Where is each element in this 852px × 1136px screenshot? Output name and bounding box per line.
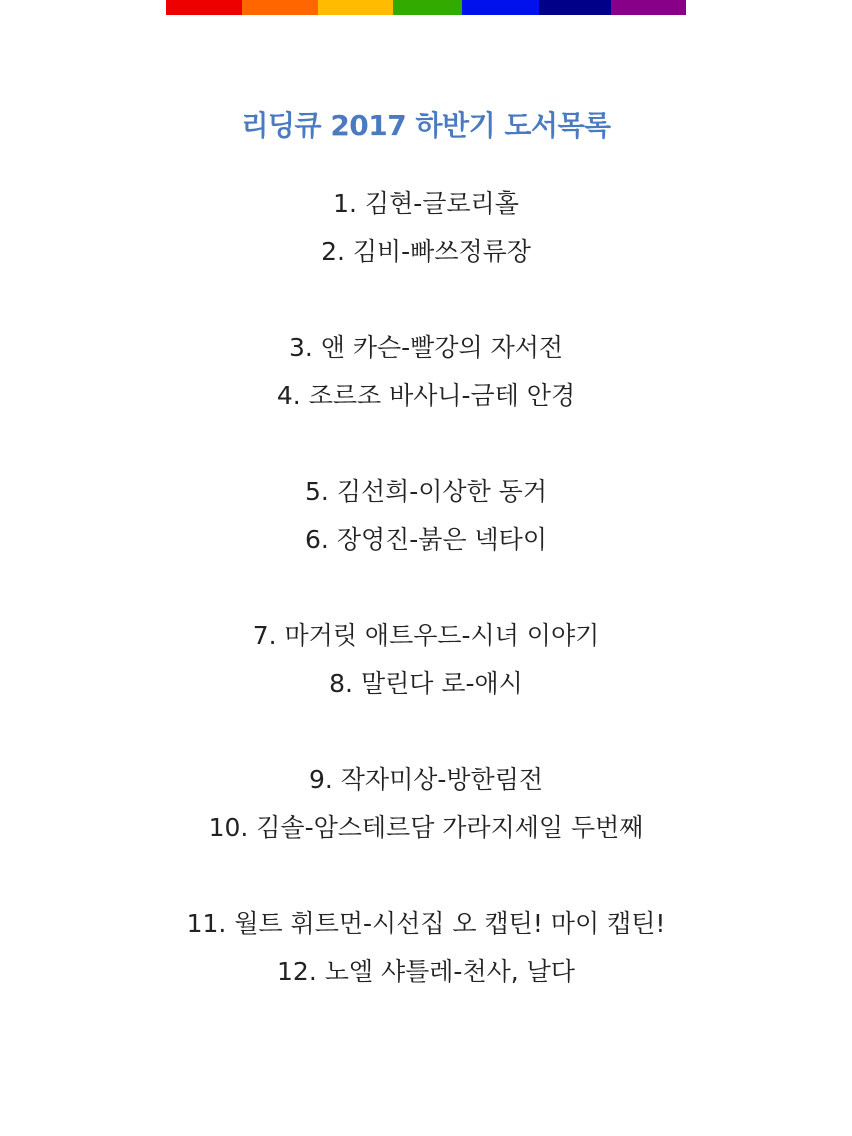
book-item: 12. 노엘 샤틀레-천사, 날다: [277, 957, 575, 986]
book-item: 4. 조르조 바사니-금테 안경: [276, 381, 576, 410]
book-group: [0, 900, 852, 996]
page-title: 리딩큐 2017 하반기 도서목록: [241, 109, 611, 142]
book-group: [0, 180, 852, 276]
book-item: 9. 작자미상-방한림전: [308, 765, 544, 794]
book-item: 5. 김선희-이상한 동거: [305, 477, 547, 506]
rainbow-segment: [318, 0, 393, 15]
book-group: [0, 468, 852, 564]
book-item: 6. 장영진-붉은 넥타이: [305, 525, 547, 554]
book-item: 10. 김솔-암스테르담 가라지세일 두번째: [208, 813, 644, 842]
rainbow-header-bar: [166, 0, 686, 15]
book-list: [0, 180, 852, 1044]
book-group: [0, 756, 852, 852]
book-group: [0, 324, 852, 420]
book-item: 1. 김현-글로리홀: [333, 189, 519, 218]
book-item: 8. 말린다 로-애시: [329, 669, 523, 698]
book-item: 2. 김비-빠쓰정류장: [321, 237, 531, 266]
rainbow-segment: [242, 0, 318, 15]
rainbow-segment: [611, 0, 686, 15]
rainbow-segment: [462, 0, 539, 15]
rainbow-segment: [393, 0, 462, 15]
book-item: 11. 월트 휘트먼-시선집 오 캡틴! 마이 캡틴!: [186, 909, 666, 938]
book-item: 3. 앤 카슨-빨강의 자서전: [288, 333, 564, 362]
book-group: [0, 612, 852, 708]
rainbow-segment: [166, 0, 242, 15]
book-item: 7. 마거릿 애트우드-시녀 이야기: [252, 621, 600, 650]
rainbow-segment: [539, 0, 611, 15]
